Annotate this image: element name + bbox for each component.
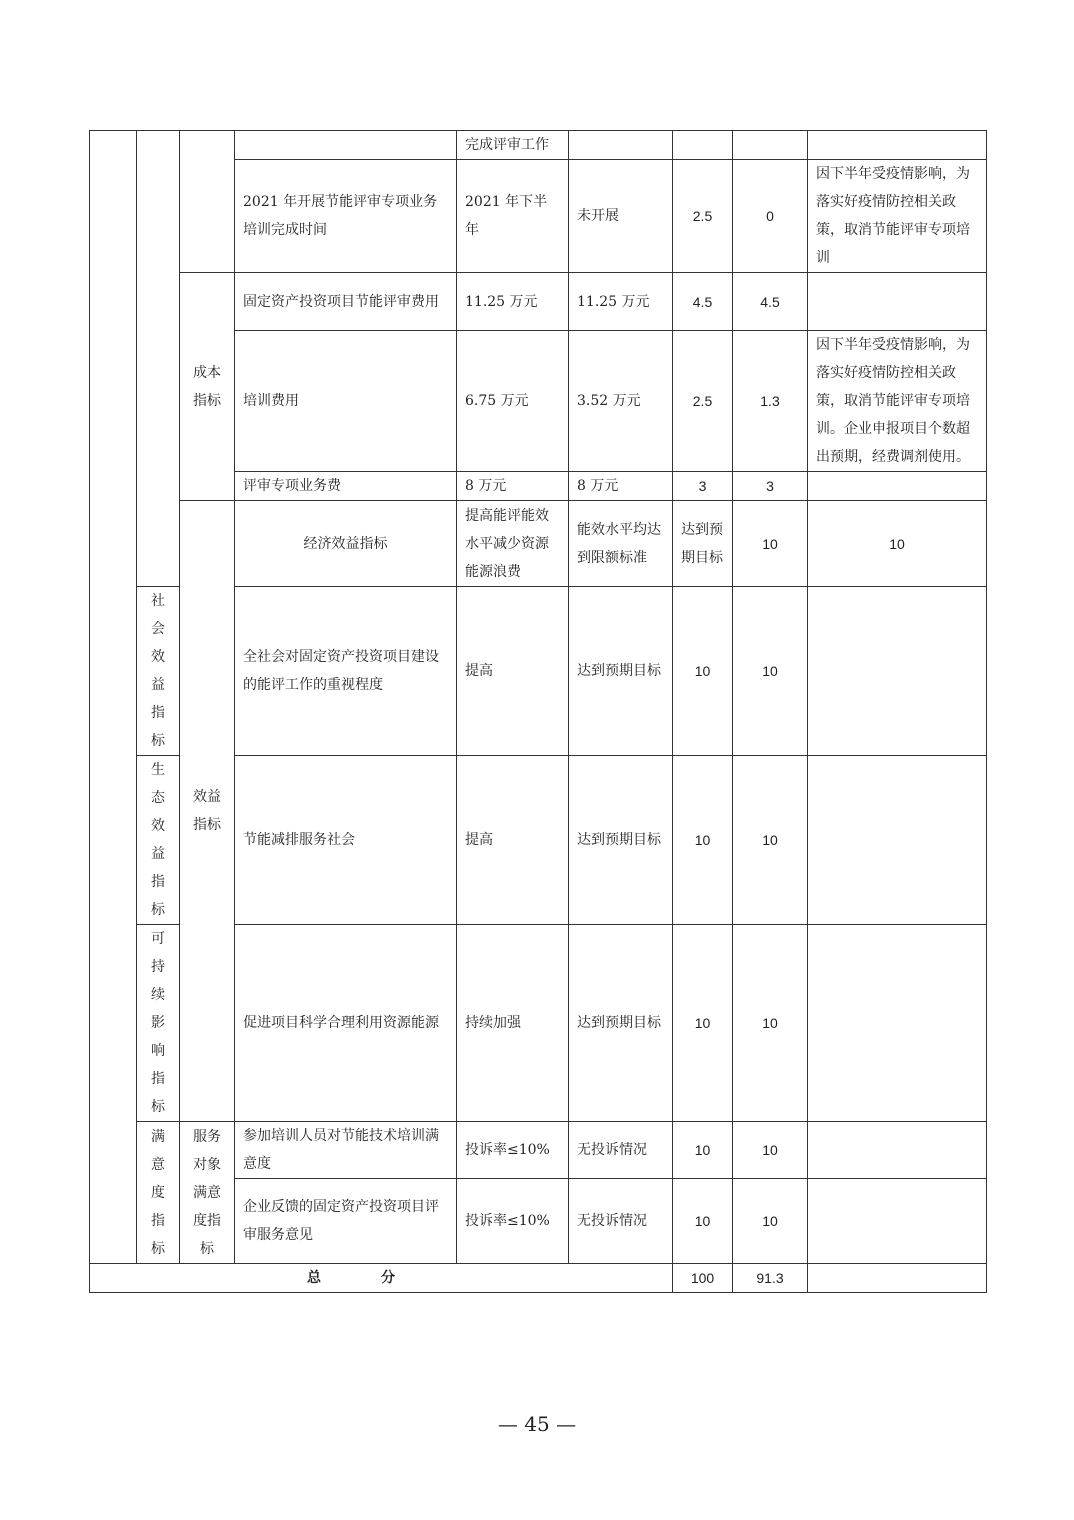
benefit-indicator-label: 效益指标 xyxy=(180,501,235,1122)
satisfaction-indicator-label: 满意度指标 xyxy=(137,1122,180,1264)
actual-cell: 无投诉情况 xyxy=(569,1122,673,1179)
actual-cell: 达到预期目标 xyxy=(569,756,673,925)
sustainable-impact-label: 可持续影响指标 xyxy=(137,925,180,1122)
reason-cell xyxy=(808,1179,987,1264)
reason-cell xyxy=(808,925,987,1122)
target-cell: 提高 xyxy=(457,587,569,756)
score-cell: 10 xyxy=(733,587,808,756)
indicator-cell: 节能减排服务社会 xyxy=(235,756,457,925)
score-cell xyxy=(733,131,808,160)
weight-cell: 2.5 xyxy=(673,331,733,472)
indicator-cell: 评审专项业务费 xyxy=(235,472,457,501)
actual-cell: 达到预期目标 xyxy=(673,501,733,587)
actual-cell: 无投诉情况 xyxy=(569,1179,673,1264)
target-cell: 提高 xyxy=(457,756,569,925)
total-weight: 100 xyxy=(673,1264,733,1293)
actual-cell: 3.52 万元 xyxy=(569,331,673,472)
total-score: 91.3 xyxy=(733,1264,808,1293)
social-benefit-label: 社会效益指标 xyxy=(137,587,180,756)
weight-cell: 10 xyxy=(673,925,733,1122)
target-cell: 完成评审工作 xyxy=(457,131,569,160)
table-row xyxy=(90,131,987,160)
actual-cell: 11.25 万元 xyxy=(569,273,673,331)
weight-cell xyxy=(673,131,733,160)
target-cell: 持续加强 xyxy=(457,925,569,1122)
score-cell: 10 xyxy=(733,1122,808,1179)
target-cell: 投诉率≤10% xyxy=(457,1122,569,1179)
weight-cell: 3 xyxy=(673,472,733,501)
target-cell: 6.75 万元 xyxy=(457,331,569,472)
indicator-cell: 促进项目科学合理利用资源能源 xyxy=(235,925,457,1122)
indicator-cell: 2021 年开展节能评审专项业务培训完成时间 xyxy=(235,160,457,273)
ecological-benefit-label: 生态效益指标 xyxy=(137,756,180,925)
total-reason-blank xyxy=(808,1264,987,1293)
performance-evaluation-table xyxy=(89,130,987,1293)
reason-cell xyxy=(808,1122,987,1179)
page-number: — 45 — xyxy=(497,1412,577,1436)
target-cell: 8 万元 xyxy=(457,472,569,501)
weight-cell: 10 xyxy=(673,1179,733,1264)
score-cell: 4.5 xyxy=(733,273,808,331)
table-row xyxy=(90,1122,987,1179)
target-cell: 11.25 万元 xyxy=(457,273,569,331)
reason-cell: 因下半年受疫情影响，为落实好疫情防控相关政策，取消节能评审专项培训 xyxy=(808,160,987,273)
table-row xyxy=(90,501,987,587)
level3-cell-blank xyxy=(180,131,235,273)
indicator-cell: 参加培训人员对节能技术培训满意度 xyxy=(235,1122,457,1179)
actual-cell xyxy=(569,131,673,160)
reason-cell: 因下半年受疫情影响，为落实好疫情防控相关政策，取消节能评审专项培训。企业申报项目个数超出预期，经费调剂使用。 xyxy=(808,331,987,472)
indicator-cell: 全社会对固定资产投资项目建设的能评工作的重视程度 xyxy=(235,587,457,756)
reason-cell xyxy=(808,131,987,160)
level1-cell-blank xyxy=(90,131,137,1264)
indicator-cell: 提高能评能效水平减少资源能源浪费 xyxy=(457,501,569,587)
indicator-cell: 培训费用 xyxy=(235,331,457,472)
actual-cell: 达到预期目标 xyxy=(569,587,673,756)
weight-cell: 4.5 xyxy=(673,273,733,331)
score-cell: 10 xyxy=(733,756,808,925)
actual-cell: 8 万元 xyxy=(569,472,673,501)
score-cell: 10 xyxy=(733,1179,808,1264)
level2-cell-blank xyxy=(137,131,180,587)
score-cell: 10 xyxy=(808,501,987,587)
service-satisfaction-label: 服务对象满意度指标 xyxy=(180,1122,235,1264)
reason-cell xyxy=(808,756,987,925)
score-cell: 3 xyxy=(733,472,808,501)
reason-cell xyxy=(808,472,987,501)
target-cell: 投诉率≤10% xyxy=(457,1179,569,1264)
score-cell: 1.3 xyxy=(733,331,808,472)
total-row xyxy=(90,1264,987,1293)
reason-cell xyxy=(808,273,987,331)
indicator-cell xyxy=(235,131,457,160)
indicator-cell: 固定资产投资项目节能评审费用 xyxy=(235,273,457,331)
weight-cell: 10 xyxy=(673,1122,733,1179)
weight-cell: 2.5 xyxy=(673,160,733,273)
actual-cell: 未开展 xyxy=(569,160,673,273)
economic-benefit-label: 经济效益指标 xyxy=(235,501,457,587)
target-cell: 能效水平均达到限额标准 xyxy=(569,501,673,587)
score-cell: 10 xyxy=(733,925,808,1122)
score-cell: 0 xyxy=(733,160,808,273)
total-label: 总分 xyxy=(90,1264,673,1293)
weight-cell: 10 xyxy=(733,501,808,587)
weight-cell: 10 xyxy=(673,587,733,756)
cost-indicator-label: 成本指标 xyxy=(180,273,235,501)
reason-cell xyxy=(808,587,987,756)
table-row xyxy=(90,273,987,331)
actual-cell: 达到预期目标 xyxy=(569,925,673,1122)
indicator-cell: 企业反馈的固定资产投资项目评审服务意见 xyxy=(235,1179,457,1264)
target-cell: 2021 年下半年 xyxy=(457,160,569,273)
weight-cell: 10 xyxy=(673,756,733,925)
